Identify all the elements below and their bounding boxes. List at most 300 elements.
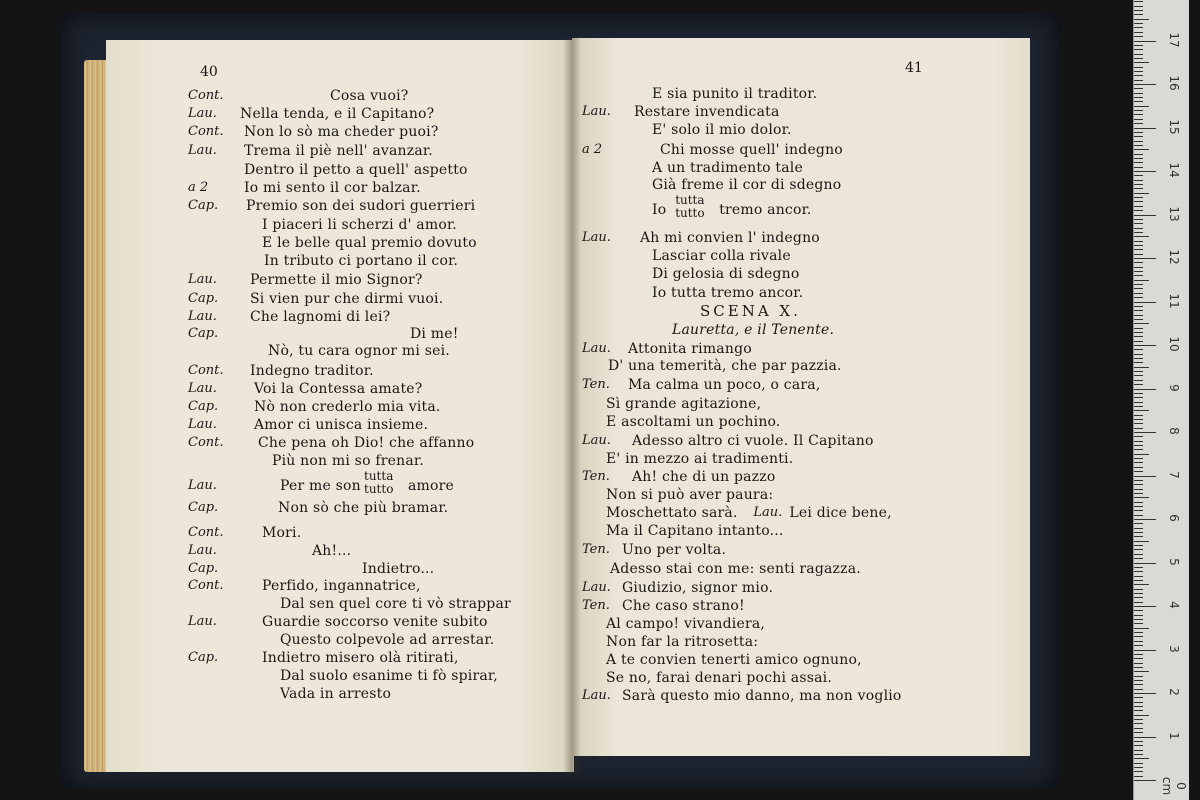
verse-line: Moschettato sarà.	[606, 505, 738, 521]
ruler-tick	[1134, 684, 1143, 685]
ruler-tick	[1134, 271, 1143, 272]
ruler-tick	[1134, 549, 1143, 550]
ruler-tick	[1134, 267, 1143, 268]
ruler-tick	[1134, 710, 1143, 711]
ruler-tick	[1134, 206, 1143, 207]
verse-line: Io	[652, 202, 667, 218]
ruler-tick	[1134, 219, 1143, 220]
ruler-tick	[1134, 367, 1149, 368]
ruler-label: 10	[1167, 336, 1181, 352]
verse-line: Si vien pur che dirmi vuoi.	[250, 291, 444, 307]
ruler-tick	[1134, 228, 1143, 229]
ruler-tick	[1134, 258, 1156, 259]
verse-line: Mori.	[262, 525, 302, 541]
ruler-tick	[1134, 706, 1143, 707]
verse-line-end: amore	[408, 478, 455, 494]
ruler-tick	[1134, 737, 1156, 738]
ruler-tick	[1134, 136, 1143, 137]
ruler-tick	[1134, 745, 1143, 746]
ruler-tick	[1134, 658, 1143, 659]
verse-line: Vada in arresto	[280, 686, 392, 702]
verse-line: Indietro misero olà ritirati,	[262, 650, 459, 666]
speaker-label: Lau.	[188, 478, 217, 493]
verse-line: Ah! che di un pazzo	[632, 469, 776, 485]
ruler-tick	[1134, 197, 1143, 198]
ruler-tick	[1134, 589, 1143, 590]
ruler-tick	[1134, 262, 1143, 263]
verse-line: Io tutta tremo ancor.	[652, 285, 804, 301]
ruler-tick	[1134, 123, 1143, 124]
verse-line: E ascoltami un pochino.	[606, 414, 781, 430]
ruler-tick	[1134, 493, 1143, 494]
verse-line: D' una temerità, che par pazzia.	[608, 358, 842, 374]
ruler-tick	[1134, 19, 1149, 20]
speaker-label: Cap.	[188, 650, 219, 665]
verse-line: A te convien tenerti amico ognuno,	[606, 652, 862, 668]
ruler-tick	[1134, 750, 1143, 751]
ruler-label: 14	[1167, 162, 1181, 178]
ruler-tick	[1134, 23, 1143, 24]
verse-line: Lei dice bene,	[789, 505, 892, 521]
speaker-label: Lau.	[582, 580, 611, 595]
ruler-label: 11	[1167, 292, 1181, 309]
stacked-variant-top: tutta	[675, 193, 705, 207]
ruler-tick	[1134, 402, 1143, 403]
ruler-tick	[1134, 489, 1143, 490]
ruler-tick	[1134, 715, 1149, 716]
ruler-tick	[1134, 741, 1143, 742]
ruler-tick	[1134, 32, 1143, 33]
verse-line: Nò non crederlo mia vita.	[254, 399, 441, 415]
ruler-tick	[1134, 384, 1143, 385]
ruler-tick	[1134, 167, 1143, 168]
ruler-tick	[1134, 80, 1143, 81]
ruler-tick	[1134, 632, 1143, 633]
verse-line: Giudizio, signor mio.	[622, 580, 774, 596]
ruler-tick	[1134, 558, 1143, 559]
stacked-variant-top: tutta	[364, 469, 394, 483]
ruler-tick	[1134, 241, 1143, 242]
ruler-tick	[1134, 158, 1143, 159]
ruler-tick	[1134, 106, 1149, 107]
ruler-tick	[1134, 393, 1143, 394]
ruler-tick	[1134, 315, 1143, 316]
speaker-label: Lau.	[188, 309, 217, 324]
speaker-label: Lau.	[188, 543, 217, 558]
speaker-label: Cap.	[188, 326, 219, 341]
ruler-tick	[1134, 162, 1143, 163]
ruler-tick	[1134, 728, 1143, 729]
verse-line: Ma il Capitano intanto...	[606, 523, 784, 539]
ruler-tick	[1134, 171, 1156, 172]
ruler-label: 6	[1167, 514, 1181, 522]
ruler-tick	[1134, 680, 1143, 681]
verse-line: Per me son	[280, 478, 361, 494]
ruler-tick	[1134, 236, 1149, 237]
verse-line: Cosa vuoi?	[330, 88, 409, 104]
ruler-tick	[1134, 676, 1143, 677]
ruler-tick	[1134, 254, 1143, 255]
page-number-right: 41	[905, 60, 923, 76]
verse-line: Nò, tu cara ognor mi sei.	[268, 343, 450, 359]
ruler-tick	[1134, 306, 1143, 307]
ruler-tick	[1134, 654, 1143, 655]
ruler-tick	[1134, 275, 1143, 276]
speaker-label: Ten.	[582, 469, 610, 484]
verse-line: Ma calma un poco, o cara,	[628, 377, 821, 393]
verse-line: Ah!...	[312, 543, 352, 559]
verse-line: Indietro...	[362, 561, 435, 577]
ruler-tick	[1134, 284, 1143, 285]
ruler-tick	[1134, 101, 1143, 102]
ruler-tick	[1134, 767, 1143, 768]
ruler-label: 2	[1167, 688, 1181, 696]
ruler-tick	[1134, 49, 1143, 50]
verse-line: Non lo sò ma cheder puoi?	[244, 124, 439, 140]
speaker-label: Lau.	[188, 614, 217, 629]
ruler-tick	[1134, 336, 1143, 337]
ruler-tick	[1134, 519, 1156, 520]
ruler-tick	[1134, 75, 1143, 76]
ruler-tick	[1134, 628, 1149, 629]
ruler-tick	[1134, 141, 1143, 142]
ruler-tick	[1134, 693, 1156, 694]
speaker-label: Lau.	[582, 341, 611, 356]
verse-line: E' in mezzo ai tradimenti.	[606, 451, 794, 467]
verse-line: Che caso strano!	[622, 598, 745, 614]
verse-line: Non si può aver paura:	[606, 487, 774, 503]
measurement-ruler	[1133, 0, 1189, 800]
ruler-tick	[1134, 554, 1143, 555]
ruler-tick	[1134, 97, 1143, 98]
ruler-tick	[1134, 249, 1143, 250]
ruler-tick	[1134, 54, 1143, 55]
ruler-tick	[1134, 415, 1143, 416]
ruler-tick	[1134, 719, 1143, 720]
ruler-tick	[1134, 441, 1143, 442]
speaker-label: Lau.	[582, 688, 611, 703]
verse-line: Di gelosia di sdegno	[652, 266, 800, 282]
ruler-tick	[1134, 780, 1156, 781]
verse-line: Chi mosse quell' indegno	[660, 142, 843, 158]
ruler-tick	[1134, 671, 1149, 672]
ruler-tick	[1134, 476, 1156, 477]
ruler-tick	[1134, 210, 1143, 211]
verse-line: Premio son dei sudori guerrieri	[246, 198, 476, 214]
ruler-tick	[1134, 88, 1143, 89]
speaker-label: Cont.	[188, 124, 224, 139]
ruler-tick	[1134, 754, 1143, 755]
ruler-tick	[1134, 528, 1143, 529]
speaker-label: Cap.	[188, 291, 219, 306]
verse-line: I piaceri li scherzi d' amor.	[262, 217, 457, 233]
ruler-tick	[1134, 188, 1143, 189]
ruler-tick	[1134, 545, 1143, 546]
ruler-tick	[1134, 445, 1143, 446]
verse-line: Dal sen quel core ti vò strappar	[280, 596, 511, 612]
verse-line: E' solo il mio dolor.	[652, 122, 792, 138]
ruler-tick	[1134, 397, 1143, 398]
ruler-tick	[1134, 423, 1143, 424]
page-number-left: 40	[200, 64, 218, 80]
verse-line: Sarà questo mio danno, ma non voglio	[622, 688, 902, 704]
speaker-label: Lau.	[188, 106, 217, 121]
speaker-label: Ten.	[582, 598, 610, 613]
ruler-tick	[1134, 502, 1143, 503]
ruler-tick	[1134, 175, 1143, 176]
speaker-label: Cap.	[188, 198, 219, 213]
ruler-tick	[1134, 689, 1143, 690]
speaker-label: Lau.	[188, 381, 217, 396]
ruler-tick	[1134, 128, 1156, 129]
verse-line: Non sò che più bramar.	[278, 500, 449, 516]
verse-line: Io mi sento il cor balzar.	[244, 180, 421, 196]
ruler-tick	[1134, 380, 1143, 381]
verse-line: Più non mi so frenar.	[272, 453, 424, 469]
ruler-label: 3	[1167, 644, 1181, 653]
ruler-tick	[1134, 45, 1143, 46]
ruler-tick	[1134, 410, 1149, 411]
ruler-tick	[1134, 602, 1143, 603]
ruler-tick	[1134, 288, 1143, 289]
ruler-tick	[1134, 523, 1143, 524]
ruler-tick	[1134, 201, 1143, 202]
verse-line: E le belle qual premio dovuto	[262, 235, 477, 251]
ruler-label: 5	[1167, 557, 1181, 566]
verse-line: Sì grande agitazione,	[606, 396, 762, 412]
verse-line: Dentro il petto a quell' aspetto	[244, 162, 468, 178]
verse-line: Permette il mio Signor?	[250, 272, 423, 288]
verse-line: Restare invendicata	[634, 104, 780, 120]
ruler-tick	[1134, 419, 1143, 420]
ruler-tick	[1134, 215, 1156, 216]
ruler-tick	[1134, 193, 1149, 194]
ruler-tick	[1134, 302, 1156, 303]
ruler-tick	[1134, 319, 1143, 320]
ruler-tick	[1134, 71, 1143, 72]
speaker-label: Ten.	[582, 377, 610, 392]
ruler-tick	[1134, 184, 1143, 185]
speaker-label: Lau.	[582, 433, 611, 448]
verse-line: Dal suolo esanime ti fò spirar,	[280, 668, 498, 684]
verse-line: E sia punito il traditor.	[652, 86, 818, 102]
ruler-tick	[1134, 110, 1143, 111]
ruler-tick	[1134, 515, 1143, 516]
ruler-tick	[1134, 114, 1143, 115]
ruler-tick	[1134, 293, 1143, 294]
ruler-tick	[1134, 771, 1143, 772]
verse-line-end: tremo ancor.	[719, 202, 812, 218]
ruler-tick	[1134, 371, 1143, 372]
ruler-tick	[1134, 223, 1143, 224]
ruler-tick	[1134, 702, 1143, 703]
ruler-tick	[1134, 567, 1143, 568]
verse-line: Questo colpevole ad arrestar.	[280, 632, 495, 648]
verse-line: Nella tenda, e il Capitano?	[240, 106, 435, 122]
book-gutter	[563, 38, 581, 773]
ruler-tick	[1134, 58, 1143, 59]
speaker-label: Lau.	[188, 417, 217, 432]
verse-line: Attonita rimango	[628, 341, 752, 357]
speaker-label: Lau.	[188, 143, 217, 158]
ruler-tick	[1134, 758, 1149, 759]
verse-line: Che lagnomi di lei?	[250, 309, 391, 325]
ruler-tick	[1134, 471, 1143, 472]
ruler-label: 1	[1167, 731, 1181, 740]
ruler-tick	[1134, 484, 1143, 485]
ruler-tick	[1134, 563, 1156, 564]
ruler-tick	[1134, 328, 1143, 329]
ruler-tick	[1134, 615, 1143, 616]
verse-line: Di me!	[410, 326, 459, 342]
ruler-tick	[1134, 428, 1143, 429]
verse-line: Al campo! vivandiera,	[606, 616, 766, 632]
ruler-tick	[1134, 6, 1143, 7]
speaker-label: Cont.	[188, 363, 224, 378]
ruler-tick	[1134, 610, 1143, 611]
speaker-label: Lau.	[753, 505, 783, 520]
ruler-tick	[1134, 645, 1143, 646]
ruler-tick	[1134, 145, 1143, 146]
verse-line: Non far la ritrosetta:	[606, 634, 759, 650]
ruler-tick	[1134, 180, 1143, 181]
ruler-label: 12	[1167, 249, 1181, 265]
ruler-tick	[1134, 245, 1143, 246]
ruler-tick	[1134, 14, 1143, 15]
ruler-tick	[1134, 667, 1143, 668]
ruler-tick	[1134, 389, 1156, 390]
ruler-tick	[1134, 93, 1143, 94]
stacked-variant-bottom: tutto	[675, 206, 705, 220]
scene-heading: SCENA X.	[700, 302, 801, 320]
ruler-tick	[1134, 467, 1143, 468]
ruler-tick	[1134, 41, 1156, 42]
ruler-tick	[1134, 723, 1143, 724]
ruler-tick	[1134, 732, 1143, 733]
verse-line: Che pena oh Dio! che affanno	[258, 435, 475, 451]
ruler-tick	[1134, 375, 1143, 376]
ruler-tick	[1134, 323, 1149, 324]
ruler-tick	[1134, 149, 1149, 150]
ruler-tick	[1134, 132, 1143, 133]
verse-line: Voi la Contessa amate?	[254, 381, 423, 397]
speaker-label: Lau.	[582, 104, 611, 119]
ruler-tick	[1134, 606, 1156, 607]
ruler-tick	[1134, 480, 1143, 481]
ruler-tick	[1134, 536, 1143, 537]
verse-line: Già freme il cor di sdegno	[652, 177, 842, 193]
ruler-tick	[1134, 67, 1143, 68]
speaker-label: Cap.	[188, 561, 219, 576]
ruler-tick	[1134, 663, 1143, 664]
ruler-tick	[1134, 763, 1143, 764]
ruler-tick	[1134, 619, 1143, 620]
speaker-label: Cont.	[188, 578, 224, 593]
ruler-tick	[1134, 406, 1143, 407]
ruler-tick	[1134, 593, 1143, 594]
ruler-tick	[1134, 232, 1143, 233]
verse-line: Amor ci unisca insieme.	[254, 417, 429, 433]
speaker-label: Lau.	[582, 230, 611, 245]
ruler-label: 7	[1167, 470, 1181, 479]
speaker-label: Cont.	[188, 88, 224, 103]
verse-line: Uno per volta.	[622, 542, 727, 558]
speaker-label: Lau.	[188, 272, 217, 287]
ruler-tick	[1134, 449, 1143, 450]
ruler-tick	[1134, 454, 1149, 455]
verse-line: A un tradimento tale	[652, 160, 803, 176]
ruler-tick	[1134, 580, 1143, 581]
verse-line: Trema il piè nell' avanzar.	[244, 143, 433, 159]
ruler-tick	[1134, 332, 1143, 333]
ruler-label: 15	[1167, 118, 1181, 135]
ruler-tick	[1134, 432, 1156, 433]
ruler-label: 16	[1167, 75, 1181, 91]
ruler-tick	[1134, 354, 1143, 355]
ruler-tick	[1134, 636, 1143, 637]
ruler-tick	[1134, 650, 1156, 651]
stage-direction: Lauretta, e il Tenente.	[672, 322, 835, 338]
ruler-tick	[1134, 571, 1143, 572]
ruler-tick	[1134, 697, 1143, 698]
ruler-tick	[1134, 532, 1143, 533]
ruler-tick	[1134, 510, 1143, 511]
ruler-tick	[1134, 280, 1149, 281]
ruler-label: 4	[1167, 601, 1181, 609]
ruler-label: 9	[1167, 383, 1181, 392]
ruler-tick	[1134, 36, 1143, 37]
ruler-tick	[1134, 436, 1143, 437]
verse-line: In tributo ci portano il cor.	[264, 253, 459, 269]
verse-line: Perfido, ingannatrice,	[262, 578, 421, 594]
ruler-tick	[1134, 1, 1143, 2]
ruler-tick	[1134, 576, 1143, 577]
ruler-label: 0 cm	[1160, 776, 1188, 796]
ruler-tick	[1134, 462, 1143, 463]
ruler-tick	[1134, 497, 1149, 498]
verse-line: Adesso altro ci vuole. Il Capitano	[632, 433, 874, 449]
ruler-tick	[1134, 349, 1143, 350]
ruler-tick	[1134, 62, 1149, 63]
verse-line: Indegno traditor.	[250, 363, 374, 379]
speaker-label: Cap.	[188, 500, 219, 515]
verse-line: Ah mi convien l' indegno	[640, 230, 820, 246]
verse-line: Adesso stai con me: senti ragazza.	[610, 561, 861, 577]
speaker-label: a 2	[188, 180, 209, 195]
ruler-tick	[1134, 358, 1143, 359]
speaker-label: Cont.	[188, 435, 224, 450]
ruler-tick	[1134, 154, 1143, 155]
ruler-label: 13	[1167, 205, 1181, 222]
verse-line: Lasciar colla rivale	[652, 248, 791, 264]
speaker-label: Cap.	[188, 399, 219, 414]
ruler-tick	[1134, 10, 1143, 11]
stacked-variant	[364, 470, 393, 496]
ruler-tick	[1134, 584, 1149, 585]
ruler-tick	[1134, 345, 1156, 346]
ruler-tick	[1134, 27, 1143, 28]
ruler-tick	[1134, 362, 1143, 363]
ruler-label: 17	[1167, 31, 1181, 48]
speaker-label: a 2	[582, 142, 603, 157]
ruler-tick	[1134, 310, 1143, 311]
ruler-label: 8	[1167, 427, 1181, 435]
ruler-tick	[1134, 641, 1143, 642]
stacked-variant-bottom: tutto	[364, 482, 394, 496]
ruler-tick	[1134, 506, 1143, 507]
speaker-label: Ten.	[582, 542, 610, 557]
ruler-tick	[1134, 597, 1143, 598]
